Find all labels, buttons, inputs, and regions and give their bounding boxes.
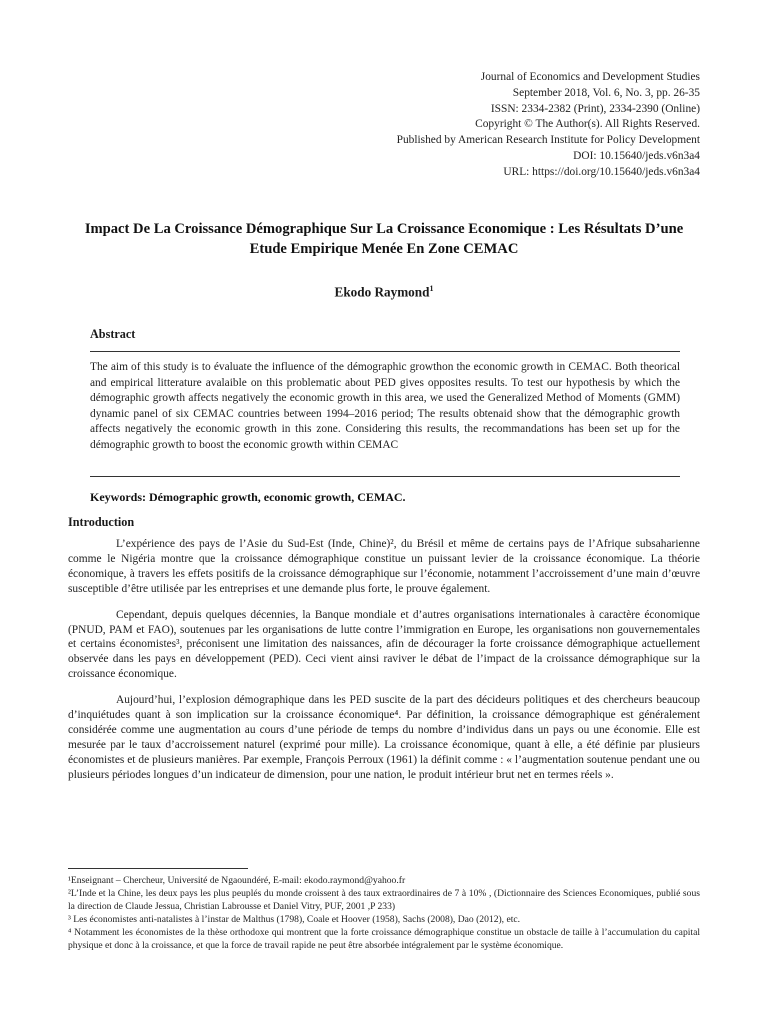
introduction-body <box>68 537 700 794</box>
copyright: Copyright © The Author(s). All Rights Reserved. <box>475 118 700 131</box>
issn: ISSN: 2334-2382 (Print), 2334-2390 (Online) <box>490 102 700 115</box>
abstract-top-rule <box>90 351 680 352</box>
publisher: Published by American Research Institute for Policy Development <box>396 134 700 147</box>
footnote: ³ Les économistes anti-natalistes à l’instar de Malthus (1798), Coale et Hoover (1958), Sachs (2008), Dao (2012), etc. <box>68 913 521 925</box>
paper-title: Impact De La Croissance Démographique Sur La Croissance Economique : Les Résultats D’une Etude Empirique Menée En Zone CEMAC <box>84 221 684 257</box>
keywords <box>90 490 406 505</box>
introduction-heading: Introduction <box>68 515 135 529</box>
keywords-label: Keywords: <box>90 490 146 504</box>
abstract-bottom-rule <box>90 476 680 477</box>
doi[interactable]: DOI: 10.15640/jeds.v6n3a4 <box>573 149 700 162</box>
footnote: ⁴ Notamment les économistes de la thèse orthodoxe qui montrent que la forte croissance démographique constitue un obstacle de taille à l’accumulation du capital physique et donc à la croissance, et que la force de travail rapide ne peut être absorbée intégralement par le système économique. <box>68 926 700 951</box>
author-footnote-marker[interactable]: 1 <box>429 284 434 293</box>
paragraph: Cependant, depuis quelques décennies, la Banque mondiale et d’autres organisations internationales à caractère économique (PNUD, PAM et FAO), soutenues par les organisations de lutte contre l’immigration en Europe, les organisations non gouvernementales et certains économistes³, préconisent une limitation des naissances, afin de décourager la forte croissance démographique actuellement observée dans les pays en développement (PED). Ceci vient ainsi raviver le débat de l’impact de la croissance démographique sur la croissance économique. <box>68 608 700 681</box>
footnote: ¹Enseignant – Chercheur, Université de Ngaoundéré, E-mail: ekodo.raymond@yahoo.fr <box>68 875 406 886</box>
author-name: Ekodo Raymond <box>334 284 430 300</box>
keywords-text: Démographic growth, economic growth, CEMAC. <box>146 490 406 504</box>
author-line <box>68 284 700 300</box>
abstract-text: The aim of this study is to évaluate the influence of the démographic growthon the economic growth in CEMAC. Both theorical and empirical litterature avalaible on this problematic about PED gives opposites results. To test our hypothesis by which the démographic growth affects negatively the economic growth in this area, we used the Generalized Method of Moments (GMM) dynamic panel of six CEMAC countries between 1994–2016 period; The results obtenaid show that the démographic growth affects negatively the economic growth in this zone. Considering this results, the recommandations has been set up for the démographic growth to boost the economic growth within CEMAC <box>90 361 680 451</box>
footnotes <box>68 875 700 952</box>
paragraph: L’expérience des pays de l’Asie du Sud-Est (Inde, Chine)², du Brésil et même de certains pays de l’Afrique subsaharienne comme le Nigéria montre que la croissance démographique constitue un puissant levier de la croissance économique. La théorie économique, à travers les effets positifs de la croissance démographique sur l’économie, notamment l’accroissement d’une main d’œuvre susceptible d’être utilisée par les entreprises et une demande plus forte, le prouve également. <box>68 538 700 595</box>
paragraph: Aujourd’hui, l’explosion démographique dans les PED suscite de la part des décideurs politiques et des chercheurs beaucoup d’inquiétudes quant à son implication sur la croissance économique⁴. Par définition, la croissance démographique est généralement considérée comme une augmentation au cours d’une période de temps du nombre d’individus dans un pays ou une économie. Elle est mesurée par le taux d’accroissement naturel (exprimé pour mille). La croissance économique, quant à elle, a été définie par plusieurs économistes et de plusieurs manières. Par exemple, François Perroux (1961) la définit comme : « l’augmentation soutenue pendant une ou plusieurs périodes longues d’un indicateur de dimension, pour une nation, le produit intérieur brut net en termes réels ». <box>68 694 700 781</box>
footnote: ²L’Inde et la Chine, les deux pays les plus peuplés du monde croissent à des taux extraordinaires de 7 à 10% , (Dictionnaire des Sciences Economiques, publié sous la direction de Claude Jessua, Christian Labrousse et Daniel Vitry, PUF, 2001 ,P 233) <box>68 887 700 912</box>
journal-name: Journal of Economics and Development Studies <box>480 71 700 83</box>
issue-info: September 2018, Vol. 6, No. 3, pp. 26-35 <box>512 86 700 99</box>
url[interactable]: URL: https://doi.org/10.15640/jeds.v6n3a4 <box>503 165 700 178</box>
footnote-separator <box>68 868 248 869</box>
journal-masthead <box>397 70 700 181</box>
abstract-heading: Abstract <box>90 327 136 341</box>
